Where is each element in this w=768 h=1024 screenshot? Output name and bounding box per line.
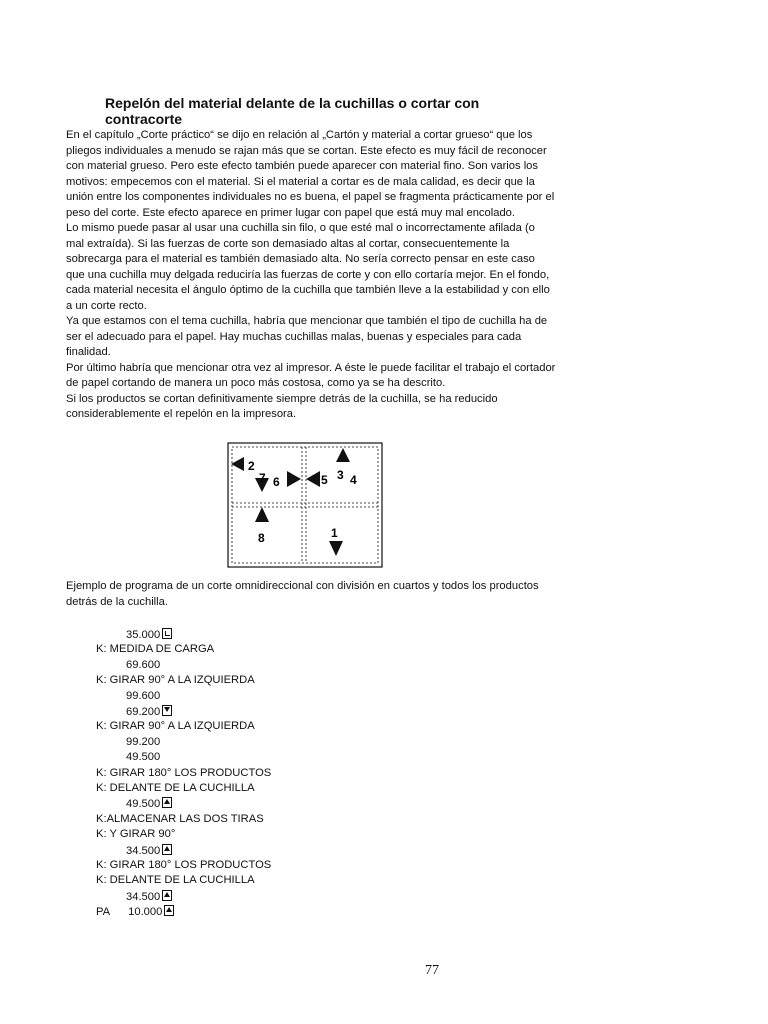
program-line <box>126 736 160 748</box>
diagram-label: 3 <box>337 468 344 482</box>
program-line <box>126 844 172 857</box>
body-text <box>66 128 556 423</box>
arrow-down-icon <box>329 541 343 556</box>
diagram-label: 7 <box>259 471 266 485</box>
program-line-text: 34.500 <box>126 890 161 903</box>
paragraph: Por último habría que mencionar otra vez al impresor. A éste le puede facilitar el trabajo el cortador de papel cortando de manera un poco más costosa, como ya se ha descrito. <box>66 361 556 389</box>
program-line <box>96 720 255 732</box>
program-line <box>96 674 255 686</box>
program-line <box>126 890 172 903</box>
program-line-text: PA 10.000 <box>96 906 163 919</box>
page-title: Repelón del material delante de la cuchillas o cortar con contracorte <box>105 95 480 127</box>
program-line <box>126 705 172 718</box>
paragraph: Lo mismo puede pasar al usar una cuchilla sin filo, o que esté mal o incorrectamente afilada (o mal extraída). Si las fuerzas de corte son demasiado altas al cortar, consecuentemente la sobrecarga para el material es también demasiado alta. No sería correcto pensar en este caso que una cuchilla muy delgada reduciría las fuerzas de corte y con ello cortaría mejor. En el fondo, cada material necesita el ángulo óptimo de la cuchilla que también lleve a la estabilidad y con ello a un corte recto. <box>66 222 550 312</box>
program-line-text: 34.500 <box>126 844 161 857</box>
program-line <box>126 628 172 641</box>
program-line <box>126 751 160 763</box>
paragraph: En el capítulo „Corte práctico“ se dijo en relación al „Cartón y material a cortar grueso“ que los pliegos individuales a menudo se rajan más que se cortan. Este efecto es muy fácil de reconocer con material grueso. Pero este efecto también puede aparecer con material fino. Son varios los motivos: empecemos con el material. Si el material a cortar es de mala calidad, es decir que la unión entre los componentes individuales no es buena, el papel se fragmenta prácticamente por el peso del corte. Este efecto aparece en primer lugar con papel que está muy mal encolado. <box>66 129 555 219</box>
cutting-diagram <box>227 442 383 568</box>
program-line-text: 99.200 <box>126 735 161 748</box>
back-key-icon <box>162 628 172 639</box>
program-line-text: 35.000 <box>126 629 161 641</box>
program-line-text: K: MEDIDA DE CARGA <box>96 643 215 656</box>
program-line <box>96 813 264 825</box>
diagram-label: 1 <box>331 526 338 540</box>
program-line-text: K: GIRAR 180° LOS PRODUCTOS <box>96 859 272 871</box>
program-line-text: K: GIRAR 90° A LA IZQUIERDA <box>96 674 255 687</box>
diagram-label: 8 <box>258 531 265 545</box>
program-line <box>126 797 172 810</box>
program-line-text: K: GIRAR 180° LOS PRODUCTOS <box>96 766 272 779</box>
arrow-up-icon <box>336 448 350 462</box>
page-number: 77 <box>425 963 439 978</box>
program-line-text: K: DELANTE DE LA CUCHILLA <box>96 782 255 794</box>
arrow-left-icon <box>231 457 244 471</box>
arrow-left-icon <box>306 471 320 487</box>
program-line <box>96 767 271 779</box>
up-key-icon <box>162 844 172 855</box>
up-key-icon <box>164 905 174 916</box>
program-line <box>96 643 214 655</box>
program-line <box>96 828 175 840</box>
program-line <box>96 782 255 794</box>
diagram-label: 4 <box>350 473 357 487</box>
diagram-label: 5 <box>321 473 328 487</box>
program-line <box>96 874 255 886</box>
program-line-text: K: GIRAR 90° A LA IZQUIERDA <box>96 720 255 733</box>
program-line-text: K: DELANTE DE LA CUCHILLA <box>96 874 255 887</box>
figure-caption: Ejemplo de programa de un corte omnidireccional con división en cuartos y todos los productos detrás de la cuchilla. <box>66 580 539 608</box>
up-key-icon <box>162 890 172 901</box>
program-line <box>126 659 160 671</box>
arrow-right-icon <box>287 471 301 487</box>
diagram-label: 6 <box>273 475 280 489</box>
up-key-icon <box>162 797 172 808</box>
program-line-text: 99.600 <box>126 689 161 702</box>
program-line <box>96 859 271 871</box>
program-line-text: K: Y GIRAR 90° <box>96 828 176 841</box>
paragraph: Ya que estamos con el tema cuchilla, habría que mencionar que también el tipo de cuchilla ha de ser el adecuado para el papel. Hay muchas cuchillas malas, buenas y especiales para cada finalidad. <box>66 315 548 358</box>
diagram-label: 2 <box>248 459 255 473</box>
down-key-icon <box>162 705 172 716</box>
program-line <box>96 905 174 918</box>
program-line-text: 49.500 <box>126 798 161 811</box>
program-line-text: K:ALMACENAR LAS DOS TIRAS <box>96 812 264 825</box>
program-line-text: 49.500 <box>126 751 161 764</box>
arrow-up-icon <box>255 507 269 522</box>
program-line <box>126 690 160 702</box>
program-line-text: 69.600 <box>126 658 161 671</box>
paragraph: Si los productos se cortan definitivamente siempre detrás de la cuchilla, se ha reducido considerablemente el repelón en la impresora. <box>66 392 498 420</box>
program-line-text: 69.200 <box>126 706 161 718</box>
